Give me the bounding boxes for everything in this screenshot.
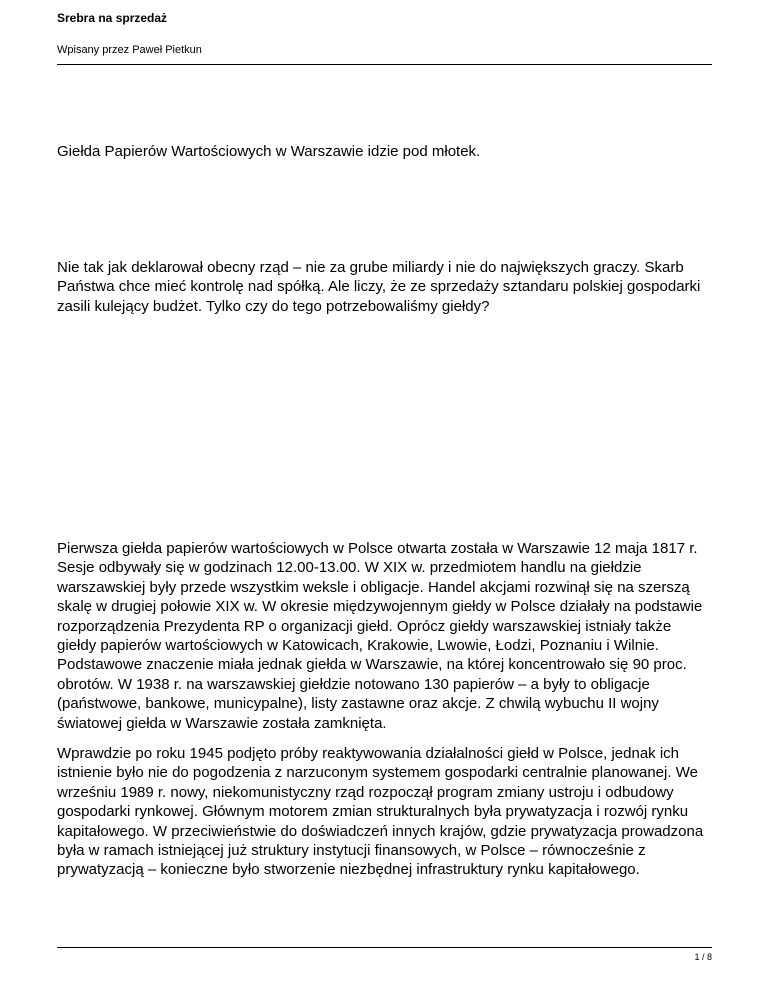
article-paragraph: Nie tak jak deklarował obecny rząd – nie za grube miliardy i nie do największych graczy. Skarb Państwa chce mieć kontrolę nad spółką. Ale liczy, że ze sprzedaży sztandaru polskiej gospodarki zasili kulejący budżet. Tylko czy do tego potrzebowaliśmy giełdy? — [57, 259, 701, 315]
document-title: Srebra na sprzedaż — [57, 11, 168, 25]
header-divider — [57, 64, 712, 65]
article-paragraph: Wprawdzie po roku 1945 podjęto próby reaktywowania działalności giełd w Polsce, jednak ich istnienie było nie do pogodzenia z narzuconym systemem gospodarki centralnie planowanej. We wrześniu 1989 r. nowy, niekomunistyczny rząd rozpoczął program zmiany ustroju i odbudowy gospodarki rynkowej. Głównym motorem zmian strukturalnych była prywatyzacja i rozwój rynku kapitałowego. W przeciwieństwie do doświadczeń innych krajów, gdzie prywatyzacja prowadzona była w ramach istniejącej już struktury instytucji finansowych, w Polsce – równocześnie z prywatyzacją – konieczne było stworzenie niezbędnej infrastruktury rynku kapitałowego. — [57, 745, 704, 879]
author-line: Wpisany przez Paweł Pietkun — [57, 44, 202, 56]
footer-divider — [57, 947, 712, 948]
article-lead-paragraph: Giełda Papierów Wartościowych w Warszawie idzie pod młotek. — [57, 143, 481, 160]
page-number: 1 / 8 — [694, 952, 712, 962]
article-paragraph: Pierwsza giełda papierów wartościowych w Polsce otwarta została w Warszawie 12 maja 1817 r. Sesje odbywały się w godzinach 12.00-13.00. W XIX w. przedmiotem handlu na giełdzie warszawskiej były przede wszystkim weksle i obligacje. Handel akcjami rozwinął się na szerszą skalę w drugiej połowie XIX w. W okresie międzywojennym giełdy w Polsce działały na podstawie rozporządzenia Prezydenta RP o organizacji giełd. Oprócz giełdy warszawskiej istniały także giełdy papierów wartościowych w Katowicach, Krakowie, Lwowie, Łodzi, Poznaniu i Wilnie. Podstawowe znaczenie miała jednak giełda w Warszawie, na której koncentrowało się 90 proc. obrotów. W 1938 r. na warszawskiej giełdzie notowano 130 papierów – a były to obligacje (państwowe, bankowe, municypalne), listy zastawne oraz akcje. Z chwilą wybuchu II wojny światowej giełda w Warszawie została zamknięta. — [57, 540, 703, 732]
